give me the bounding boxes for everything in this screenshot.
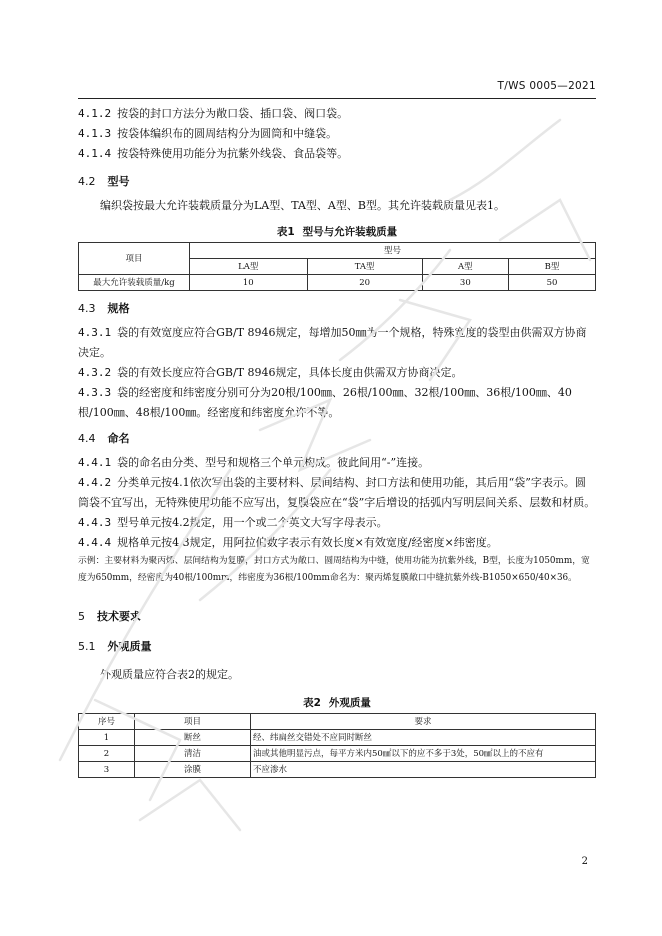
table1-row-label: 最大允许装载质量/kg: [79, 275, 190, 291]
table-row: 2 清洁 油或其他明显污点，每平方米内50㎟以下的应不多于3处，50㎟以上的不应有: [79, 746, 596, 762]
table1-type-ta: TA型: [307, 259, 422, 275]
clause-4-3-1: 4.3.1 袋的有效宽度应符合GB/T 8946规定，每增加50㎜为一个规格，特殊宽度的袋型由供需双方协商决定。: [78, 326, 587, 359]
table1-type-b: B型: [509, 259, 596, 275]
table1-value-ta: 20: [307, 275, 422, 291]
table2-header-no: 序号: [79, 714, 135, 730]
section-heading-4-4: 4.4 命名: [78, 432, 130, 445]
table-row: [79, 714, 596, 730]
standard-code: T/WS 0005—2021: [497, 80, 596, 92]
clause-4-1-3: 4.1.3 按袋体编织布的圆周结构分为圆筒和中缝袋。: [78, 127, 338, 140]
header-rule: [78, 98, 596, 99]
page-number: 2: [581, 856, 588, 867]
table1-type-la: LA型: [190, 259, 308, 275]
table1-header-type: 型号: [190, 243, 596, 259]
table-row: 1 断丝 经、纬扁丝交错处不应同时断丝: [79, 730, 596, 746]
clause-4-1-4: 4.1.4 按袋特殊使用功能分为抗紫外线袋、食品袋等。: [78, 147, 349, 160]
table2-header-requirement: 要求: [251, 714, 596, 730]
table2-header-item: 项目: [135, 714, 251, 730]
table-row: 3 涂膜 不应渗水: [79, 762, 596, 778]
table2-caption: 表2 外观质量: [303, 697, 371, 709]
table2-appearance-quality: [78, 713, 596, 778]
table1-type-capacity: [78, 242, 596, 291]
clause-4-3-3: 4.3.3 袋的经密度和纬密度分别可分为20根/100㎜、26根/100㎜、32根/100㎜、36根/100㎜、40根/100㎜、48根/100㎜。经密度和纬密度允许不等。: [78, 386, 572, 419]
section-heading-5-1: 5.1 外观质量: [78, 640, 152, 653]
section-heading-5: 5 技术要求: [78, 610, 141, 623]
clause-4-4-3: 4.4.3 型号单元按4.2规定，用一个或二个英文大写字母表示。: [78, 516, 388, 529]
section-heading-4-2: 4.2 型号: [78, 175, 130, 188]
example-text: 主要材料为聚丙烯、层间结构为复膜，封口方式为敞口、圆周结构为中缝，使用功能为抗紫外线，B型，长度为1050mm，宽度为650mm，经密度为40根/100mm，纬密度为36根/100mm命名为：聚丙烯复膜敞口中缝抗紫外线-B1050×650/40×36。: [78, 556, 590, 583]
example-label: 示例：: [78, 556, 105, 566]
document-body: [78, 104, 596, 778]
clause-4-3-2: 4.3.2 袋的有效长度应符合GB/T 8946规定，具体长度由供需双方协商决定。: [78, 366, 463, 379]
table-row: [79, 275, 596, 291]
table-row: [79, 243, 596, 259]
section-5-1-paragraph: 外观质量应符合表2的规定。: [100, 668, 239, 681]
clause-4-4-2: 4.4.2 分类单元按4.1依次写出袋的主要材料、层间结构、封口方法和使用功能，其后用“袋”字表示。圆筒袋不宜写出，无特殊使用功能不应写出，复膜袋应在“袋”字后增设的括弧内写明层间关系、层数和材质。: [78, 476, 596, 509]
clause-4-4-1: 4.4.1 袋的命名由分类、型号和规格三个单元构成。彼此间用“-”连接。: [78, 456, 430, 469]
table1-value-b: 50: [509, 275, 596, 291]
table1-value-la: 10: [190, 275, 308, 291]
clause-4-1-2: 4.1.2 按袋的封口方法分为敞口袋、插口袋、阀口袋。: [78, 107, 349, 120]
table1-type-a: A型: [422, 259, 508, 275]
clause-4-4-4: 4.4.4 规格单元按4.3规定，用阿拉伯数字表示有效长度×有效宽度/经密度×纬密度。: [78, 536, 498, 549]
table1-value-a: 30: [422, 275, 508, 291]
table1-header-item: 项目: [79, 243, 190, 275]
section-4-2-paragraph: 编织袋按最大允许装载质量分为LA型、TA型、A型、B型。其允许装载质量见表1。: [100, 199, 505, 212]
naming-example: [78, 553, 596, 587]
table1-caption: 表1 型号与允许装载质量: [276, 226, 398, 238]
section-heading-4-3: 4.3 规格: [78, 302, 130, 315]
